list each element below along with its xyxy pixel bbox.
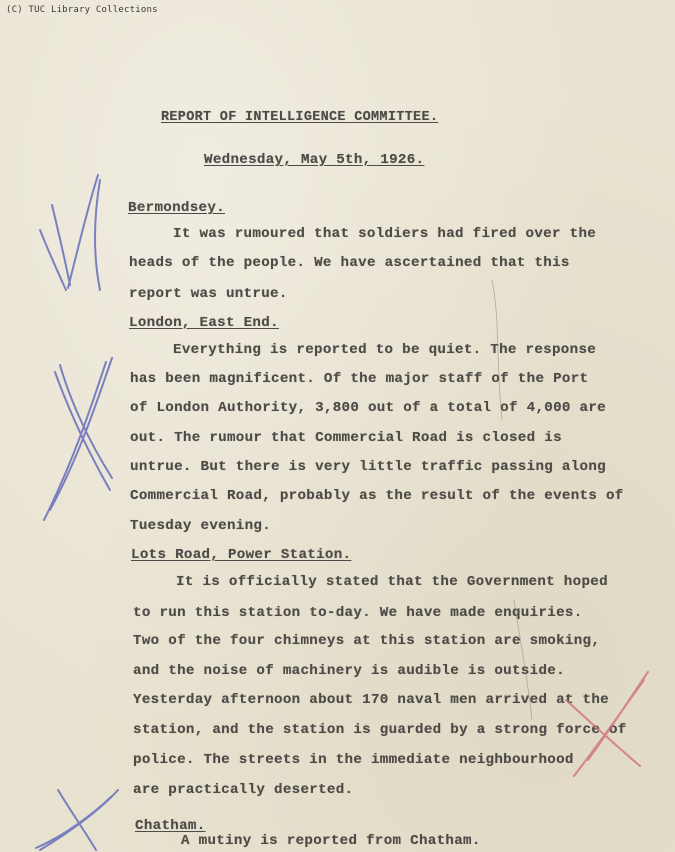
paragraph-line: Everything is reported to be quiet. The response — [173, 342, 597, 358]
paragraph-line: It is officially stated that the Government hoped — [176, 574, 608, 590]
section-heading-bermondsey: Bermondsey. — [128, 200, 225, 216]
paragraph-line: police. The streets in the immediate neighbourhood — [133, 752, 574, 768]
report-title: REPORT OF INTELLIGENCE COMMITTEE. — [161, 110, 439, 125]
paragraph-line: station, and the station is guarded by a strong force of — [133, 722, 627, 738]
paragraph-line: A mutiny is reported from Chatham. — [181, 833, 481, 849]
paragraph-line: Tuesday evening. — [130, 518, 272, 534]
copyright-watermark: (C) TUC Library Collections — [6, 5, 158, 15]
paragraph-line: Yesterday afternoon about 170 naval men arrived at the — [133, 692, 609, 708]
paragraph-line: has been magnificent. Of the major staff of the Port — [130, 371, 589, 387]
section-heading-lots-road: Lots Road, Power Station. — [131, 547, 352, 563]
paragraph-line: and the noise of machinery is audible is outside. — [133, 663, 565, 679]
blue-pencil-cross-marks — [36, 175, 118, 850]
paragraph-line: heads of the people. We have ascertained that this — [129, 255, 570, 271]
section-heading-chatham: Chatham. — [135, 818, 206, 834]
paragraph-line: Two of the four chimneys at this station are smoking, — [133, 633, 601, 649]
paragraph-line: are practically deserted. — [133, 782, 354, 798]
paragraph-line: of London Authority, 3,800 out of a total of 4,000 are — [130, 400, 606, 416]
section-heading-london-east-end: London, East End. — [129, 315, 279, 331]
paragraph-line: out. The rumour that Commercial Road is closed is — [130, 430, 562, 446]
paragraph-line: report was untrue. — [129, 286, 288, 302]
report-date: Wednesday, May 5th, 1926. — [204, 152, 425, 168]
paragraph-line: untrue. But there is very little traffic passing along — [130, 459, 606, 475]
paragraph-line: Commercial Road, probably as the result of the events of — [130, 488, 624, 504]
paragraph-line: to run this station to-day. We have made enquiries. — [133, 605, 583, 621]
paragraph-line: It was rumoured that soldiers had fired over the — [173, 226, 597, 242]
